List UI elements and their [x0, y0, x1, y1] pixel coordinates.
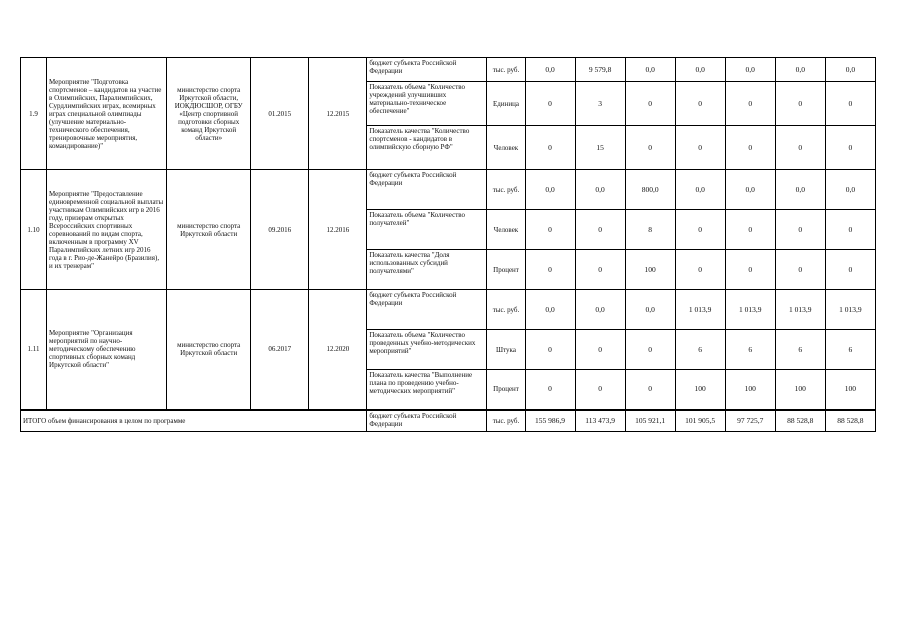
value-cell: 0,0: [525, 170, 575, 210]
value-cell: 6: [725, 330, 775, 370]
value-cell: 0: [825, 250, 875, 290]
value-cell: 0: [725, 250, 775, 290]
value-cell: 0,0: [675, 58, 725, 82]
value-cell: 0: [825, 210, 875, 250]
value-cell: 9 579,8: [575, 58, 625, 82]
executor: министерство спорта Иркутской области, ИОКДЮСШОР, ОГБУ «Центр спортивной подготовки сборных команд Иркутской области»: [167, 58, 251, 170]
start-date: 06.2017: [251, 290, 309, 410]
value-cell: 6: [825, 330, 875, 370]
indicator-name: Показатель качества "Количество спортсменов - кандидатов в олимпийскую сборную РФ": [367, 126, 487, 170]
value-cell: 0: [575, 250, 625, 290]
total-value-cell: 155 986,9: [525, 410, 575, 432]
value-cell: 0: [725, 126, 775, 170]
indicator-unit: Процент: [487, 370, 525, 410]
program-table: [20, 57, 876, 432]
table-row: [21, 58, 876, 82]
indicator-unit: Штука: [487, 330, 525, 370]
value-cell: 0: [525, 330, 575, 370]
total-row: [21, 410, 876, 432]
value-cell: 6: [775, 330, 825, 370]
value-cell: 0: [725, 82, 775, 126]
value-cell: 3: [575, 82, 625, 126]
total-value-cell: 88 528,8: [775, 410, 825, 432]
executor: министерство спорта Иркутской области: [167, 290, 251, 410]
indicator-unit: Человек: [487, 126, 525, 170]
value-cell: 0,0: [775, 170, 825, 210]
value-cell: 0,0: [525, 290, 575, 330]
value-cell: 0: [775, 126, 825, 170]
value-cell: 1 013,9: [775, 290, 825, 330]
value-cell: 0: [525, 126, 575, 170]
total-value-cell: 105 921,1: [625, 410, 675, 432]
value-cell: 0: [825, 126, 875, 170]
indicator-unit: Процент: [487, 250, 525, 290]
event-description: Мероприятие "Организация мероприятий по научно-методическому обеспечению спортивных сборных команд Иркутской области": [47, 290, 167, 410]
indicator-unit: Единица: [487, 82, 525, 126]
start-date: 01.2015: [251, 58, 309, 170]
value-cell: 0,0: [675, 170, 725, 210]
value-cell: 1 013,9: [725, 290, 775, 330]
total-value-cell: 101 905,5: [675, 410, 725, 432]
value-cell: 0,0: [625, 58, 675, 82]
indicator-name: бюджет субъекта Российской Федерации: [367, 170, 487, 210]
value-cell: 1 013,9: [675, 290, 725, 330]
end-date: 12.2016: [309, 170, 367, 290]
value-cell: 0: [575, 330, 625, 370]
value-cell: 0: [825, 82, 875, 126]
value-cell: 0: [575, 370, 625, 410]
event-description: Мероприятие "Предоставление единовременной социальной выплаты участникам Олимпийских игр в 2016 году, призерам открытых Всероссийских спортивных соревнований по видам спорта, включенным в программу XV Паралимпийских летних игр 2016 года в г. Рио-де-Жанейро (Бразилия), и их тренерам": [47, 170, 167, 290]
row-number: 1.10: [21, 170, 47, 290]
value-cell: 0: [725, 210, 775, 250]
value-cell: 0: [775, 210, 825, 250]
value-cell: 8: [625, 210, 675, 250]
table-row: [21, 290, 876, 330]
value-cell: 100: [675, 370, 725, 410]
total-unit: тыс. руб.: [487, 410, 525, 432]
value-cell: 0: [625, 370, 675, 410]
value-cell: 0: [575, 210, 625, 250]
value-cell: 0: [675, 250, 725, 290]
indicator-name: Показатель объема "Количество учреждений улучшивших материально-техническое обеспечение": [367, 82, 487, 126]
total-indicator-name: бюджет субъекта Российской Федерации: [367, 410, 487, 432]
indicator-name: Показатель объема "Количество проведенных учебно-методических мероприятий": [367, 330, 487, 370]
indicator-name: бюджет субъекта Российской Федерации: [367, 290, 487, 330]
value-cell: 100: [775, 370, 825, 410]
end-date: 12.2015: [309, 58, 367, 170]
indicator-unit: тыс. руб.: [487, 170, 525, 210]
end-date: 12.2020: [309, 290, 367, 410]
value-cell: 0,0: [775, 58, 825, 82]
value-cell: 100: [825, 370, 875, 410]
start-date: 09.2016: [251, 170, 309, 290]
executor: министерство спорта Иркутской области: [167, 170, 251, 290]
value-cell: 0: [525, 370, 575, 410]
value-cell: 0,0: [825, 170, 875, 210]
value-cell: 0,0: [825, 58, 875, 82]
value-cell: 15: [575, 126, 625, 170]
value-cell: 0,0: [525, 58, 575, 82]
value-cell: 800,0: [625, 170, 675, 210]
value-cell: 0,0: [575, 170, 625, 210]
value-cell: 0: [625, 126, 675, 170]
row-number: 1.11: [21, 290, 47, 410]
indicator-unit: Человек: [487, 210, 525, 250]
value-cell: 100: [725, 370, 775, 410]
event-description: Мероприятие "Подготовка спортсменов – кандидатов на участие в Олимпийских, Паралимпийских, Сурдлимпийских играх, всемирных играх специальной олимпиады (улучшение материально-технического обеспечения, тренировочные мероприятия, командирование)": [47, 58, 167, 170]
value-cell: 0: [775, 250, 825, 290]
indicator-name: бюджет субъекта Российской Федерации: [367, 58, 487, 82]
value-cell: 0: [525, 210, 575, 250]
total-value-cell: 88 528,8: [825, 410, 875, 432]
value-cell: 0: [675, 126, 725, 170]
value-cell: 0: [625, 82, 675, 126]
value-cell: 0: [525, 250, 575, 290]
value-cell: 0: [775, 82, 825, 126]
table-row: [21, 170, 876, 210]
value-cell: 6: [675, 330, 725, 370]
value-cell: 0: [675, 82, 725, 126]
row-number: 1.9: [21, 58, 47, 170]
value-cell: 0,0: [575, 290, 625, 330]
value-cell: 0,0: [725, 170, 775, 210]
indicator-name: Показатель качества "Выполнение плана по проведению учебно-методических мероприятий": [367, 370, 487, 410]
value-cell: 1 013,9: [825, 290, 875, 330]
indicator-unit: тыс. руб.: [487, 58, 525, 82]
value-cell: 0: [525, 82, 575, 126]
value-cell: 100: [625, 250, 675, 290]
indicator-name: Показатель объема "Количество получателей": [367, 210, 487, 250]
total-value-cell: 113 473,9: [575, 410, 625, 432]
total-label: ИТОГО объем финансирования в целом по программе: [21, 410, 367, 432]
total-value-cell: 97 725,7: [725, 410, 775, 432]
value-cell: 0,0: [625, 290, 675, 330]
value-cell: 0: [625, 330, 675, 370]
indicator-unit: тыс. руб.: [487, 290, 525, 330]
value-cell: 0,0: [725, 58, 775, 82]
indicator-name: Показатель качества "Доля использованных субсидий получателями": [367, 250, 487, 290]
value-cell: 0: [675, 210, 725, 250]
